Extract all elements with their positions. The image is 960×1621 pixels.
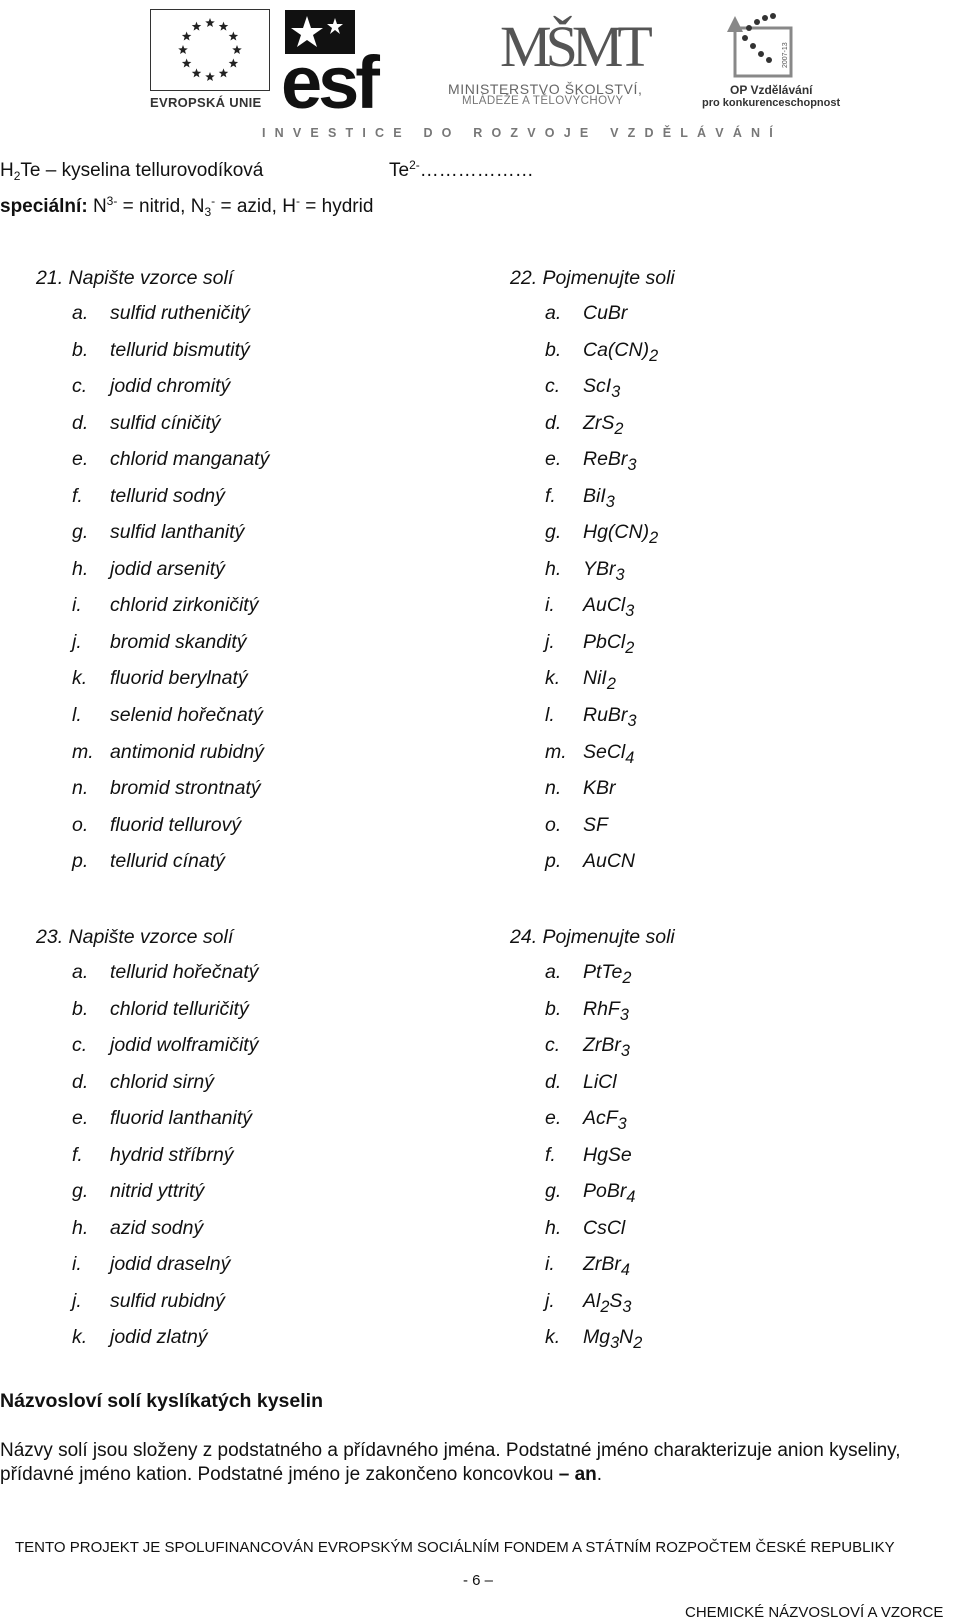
- item-text: sulfid rubidný: [110, 1289, 225, 1312]
- anion-charge: 2-: [409, 158, 420, 172]
- list-item: [545, 1290, 845, 1327]
- list-item: [545, 631, 845, 668]
- exercise-23-list: [72, 961, 452, 1363]
- exercise-24-list: [545, 961, 845, 1363]
- item-formula: AuCl$_3$: [583, 594, 635, 621]
- list-item: [72, 558, 452, 595]
- item-letter: f.: [545, 484, 556, 507]
- msmt-text: MŠMT: [500, 14, 647, 79]
- paragraph-emphasis: – an: [558, 1464, 597, 1485]
- item-letter: c.: [72, 375, 88, 398]
- item-formula: ZrS$_2$: [583, 411, 624, 438]
- anion-symbol: Te: [389, 160, 410, 181]
- special-2-symbol: N: [190, 196, 205, 217]
- item-letter: d.: [72, 411, 89, 434]
- item-letter: b.: [545, 338, 562, 361]
- star-icon: [219, 68, 229, 77]
- item-text: chlorid telluričitý: [110, 997, 249, 1020]
- item-letter: m.: [545, 740, 567, 763]
- item-letter: a.: [545, 302, 562, 324]
- item-letter: e.: [545, 1107, 562, 1130]
- list-item: [72, 412, 452, 449]
- item-letter: k.: [545, 667, 561, 690]
- star-icon: [192, 68, 202, 77]
- item-formula: PoBr$_4$: [583, 1180, 636, 1207]
- item-formula: $Ca(CN)_2$: [583, 338, 659, 365]
- item-letter: e.: [72, 1107, 89, 1130]
- list-item: [545, 777, 845, 814]
- item-formula: HgSe: [583, 1143, 632, 1166]
- item-formula: $Hg(CN)_2$: [583, 521, 659, 548]
- list-item: [545, 521, 845, 558]
- item-formula: ReBr$_3$: [583, 448, 637, 475]
- list-item: [545, 1253, 845, 1290]
- section-paragraph: [0, 1439, 930, 1487]
- item-text: fluorid lanthanitý: [110, 1107, 253, 1130]
- star-icon: [182, 32, 192, 41]
- list-item: [72, 1144, 452, 1181]
- list-item: [72, 1180, 452, 1217]
- star-icon: [219, 22, 229, 31]
- star-icon: [205, 72, 215, 81]
- item-formula: SF: [583, 813, 608, 836]
- list-item: [545, 1144, 845, 1181]
- exercise-22-title: 22. Pojmenujte soli: [510, 267, 675, 289]
- item-letter: j.: [72, 1289, 82, 1312]
- item-text: bromid skanditý: [110, 630, 247, 653]
- item-formula: RhF$_3$: [583, 997, 629, 1024]
- item-text: jodid chromitý: [110, 375, 231, 398]
- item-text: jodid zlatný: [110, 1326, 208, 1349]
- item-letter: k.: [72, 1326, 88, 1349]
- item-formula: YBr$_3$: [583, 557, 625, 584]
- item-formula: PbCl$_2$: [583, 630, 635, 657]
- special-2-charge: -: [211, 194, 216, 208]
- item-letter: h.: [72, 1216, 89, 1239]
- item-letter: k.: [72, 667, 88, 690]
- list-item: [72, 814, 452, 851]
- list-item: [72, 375, 452, 412]
- anion-blank: ………………: [419, 160, 534, 181]
- item-text: azid sodný: [110, 1216, 204, 1239]
- list-item: [72, 448, 452, 485]
- eu-caption: EVROPSKÁ UNIE: [150, 95, 262, 110]
- op-year: 2007-13: [782, 42, 789, 68]
- item-text: chlorid manganatý: [110, 448, 270, 471]
- list-item: [72, 1034, 452, 1071]
- list-item: [545, 1107, 845, 1144]
- acid-formula-sub: 2: [13, 169, 21, 183]
- list-item: [545, 1034, 845, 1071]
- item-text: tellurid sodný: [110, 484, 225, 507]
- list-item: [72, 1107, 452, 1144]
- msmt-caption-1: MINISTERSTVO ŠKOLSTVÍ,: [448, 81, 643, 97]
- item-text: bromid strontnatý: [110, 777, 261, 800]
- item-letter: b.: [545, 997, 562, 1020]
- op-vzdelavani-logo: [727, 10, 799, 80]
- item-text: sulfid lanthanitý: [110, 521, 245, 544]
- list-item: [545, 448, 845, 485]
- list-item: [72, 1326, 452, 1363]
- list-item: [545, 1180, 845, 1217]
- item-text: chlorid zirkoničitý: [110, 594, 259, 617]
- item-formula: AcF$_3$: [583, 1107, 627, 1134]
- special-line: [0, 196, 373, 218]
- special-1-name: = nitrid,: [117, 196, 191, 217]
- item-letter: c.: [545, 1034, 561, 1057]
- special-1-symbol: N: [92, 196, 107, 217]
- acid-formula-prefix: H: [0, 160, 14, 181]
- item-letter: c.: [72, 1034, 88, 1057]
- list-item: [72, 667, 452, 704]
- item-formula: NiI$_2$: [583, 667, 616, 694]
- list-item: [545, 412, 845, 449]
- anion-line: [389, 160, 534, 182]
- star-icon: [178, 45, 188, 54]
- acid-formula-rest: Te – kyselina tellurovodíková: [20, 160, 264, 181]
- special-3-symbol: H: [282, 196, 296, 217]
- esf-text: esf: [281, 41, 376, 124]
- item-letter: o.: [545, 813, 562, 836]
- item-letter: l.: [545, 704, 555, 727]
- item-letter: d.: [72, 1070, 89, 1093]
- item-letter: i.: [72, 594, 82, 617]
- special-3-charge: -: [295, 194, 300, 208]
- item-letter: f.: [72, 1143, 83, 1166]
- item-text: jodid draselný: [110, 1253, 231, 1276]
- eu-flag-logo: [150, 9, 270, 91]
- special-3-name: = hydrid: [299, 196, 374, 217]
- item-letter: d.: [545, 411, 562, 434]
- item-formula: CsCl: [583, 1216, 626, 1239]
- item-letter: a.: [545, 961, 562, 983]
- list-item: [545, 998, 845, 1035]
- item-letter: n.: [72, 777, 89, 800]
- item-text: fluorid tellurový: [110, 813, 242, 836]
- item-formula: ZrBr$_3$: [583, 1034, 630, 1060]
- item-text: tellurid hořečnatý: [110, 961, 259, 983]
- list-item: [545, 667, 845, 704]
- item-letter: g.: [72, 521, 89, 544]
- item-letter: e.: [545, 448, 562, 471]
- item-formula: ScI$_3$: [583, 375, 621, 401]
- exercise-21-title: 21. Napište vzorce solí: [36, 267, 234, 289]
- running-title: CHEMICKÉ NÁZVOSLOVÍ A VZORCE: [685, 1604, 944, 1621]
- star-icon: [192, 22, 202, 31]
- item-text: antimonid rubidný: [110, 740, 264, 763]
- item-letter: f.: [545, 1143, 556, 1166]
- list-item: [545, 302, 845, 339]
- item-letter: j.: [545, 1289, 555, 1312]
- item-formula: $Mg_3N_2$: [583, 1326, 643, 1353]
- item-letter: b.: [72, 997, 89, 1020]
- item-letter: g.: [545, 521, 562, 544]
- list-item: [72, 1071, 452, 1108]
- list-item: [72, 594, 452, 631]
- item-text: sulfid rutheničitý: [110, 302, 250, 324]
- list-item: [545, 558, 845, 595]
- list-item: [72, 961, 452, 998]
- item-formula: $Al_2S_3$: [583, 1289, 632, 1316]
- item-formula: BiI$_3$: [583, 484, 615, 511]
- item-letter: h.: [545, 557, 562, 580]
- item-letter: g.: [72, 1180, 89, 1203]
- list-item: [545, 1071, 845, 1108]
- item-formula: LiCl: [583, 1070, 617, 1093]
- list-item: [72, 631, 452, 668]
- list-item: [545, 485, 845, 522]
- item-letter: i.: [545, 1253, 555, 1276]
- item-text: nitrid yttritý: [110, 1180, 205, 1203]
- list-item: [72, 704, 452, 741]
- star-icon: [182, 59, 192, 68]
- item-letter: c.: [545, 375, 561, 398]
- msmt-logo: [500, 10, 647, 82]
- list-item: [545, 375, 845, 412]
- item-letter: a.: [72, 961, 89, 983]
- eu-stars-icon: [151, 10, 269, 90]
- exercise-24-title: 24. Pojmenujte soli: [510, 926, 675, 948]
- exercise-21-list: [72, 302, 452, 887]
- special-2-sub: 3: [204, 205, 212, 219]
- item-letter: n.: [545, 777, 562, 800]
- section-heading: Názvosloví solí kyslíkatých kyselin: [0, 1390, 323, 1412]
- op-caption-2: pro konkurenceschopnost: [702, 97, 841, 109]
- list-item: [545, 814, 845, 851]
- item-letter: l.: [72, 704, 82, 727]
- star-icon: [205, 18, 215, 27]
- investice-banner: INVESTICE DO ROZVOJE VZDĚLÁVÁNÍ: [262, 126, 782, 140]
- funding-footer: TENTO PROJEKT JE SPOLUFINANCOVÁN EVROPSKÝM SOCIÁLNÍM FONDEM A STÁTNÍM ROZPOČTEM ČESKÉ REPUBLIKY: [15, 1539, 895, 1556]
- item-letter: p.: [545, 850, 562, 873]
- special-2-name: = azid,: [215, 196, 283, 217]
- item-formula: AuCN: [583, 850, 636, 873]
- special-1-charge: 3-: [106, 194, 118, 208]
- item-formula: PtTe$_2$: [583, 961, 632, 987]
- item-letter: m.: [72, 740, 94, 763]
- item-text: jodid arsenitý: [110, 557, 225, 580]
- list-item: [545, 339, 845, 376]
- list-item: [72, 777, 452, 814]
- item-text: jodid wolframičitý: [110, 1034, 259, 1057]
- list-item: [72, 521, 452, 558]
- list-item: [72, 1290, 452, 1327]
- star-icon: [232, 45, 242, 54]
- list-item: [72, 850, 452, 887]
- item-letter: d.: [545, 1070, 562, 1093]
- item-letter: g.: [545, 1180, 562, 1203]
- item-letter: e.: [72, 448, 89, 471]
- exercise-23-title: 23. Napište vzorce solí: [36, 926, 234, 948]
- msmt-caption-2: MLÁDEŽE A TĚLOVÝCHOVY: [462, 95, 624, 107]
- item-letter: i.: [72, 1253, 82, 1276]
- list-item: [72, 998, 452, 1035]
- list-item: [545, 1326, 845, 1363]
- list-item: [545, 1217, 845, 1254]
- item-formula: ZrBr$_4$: [583, 1253, 630, 1280]
- list-item: [72, 741, 452, 778]
- paragraph-text: Názvy solí jsou složeny z podstatného a přídavného jména. Podstatné jméno charakterizuje anion kyseliny, přídavné jméno kation. Podstatné jméno je zakončeno koncovkou: [0, 1440, 901, 1485]
- item-letter: j.: [545, 630, 555, 653]
- item-formula: KBr: [583, 777, 616, 800]
- item-letter: p.: [72, 850, 89, 873]
- list-item: [72, 302, 452, 339]
- item-text: hydrid stříbrný: [110, 1143, 234, 1166]
- page-number: - 6 –: [463, 1572, 494, 1589]
- item-letter: b.: [72, 338, 89, 361]
- item-letter: h.: [72, 557, 89, 580]
- list-item: [545, 850, 845, 887]
- item-text: tellurid cínatý: [110, 850, 225, 873]
- esf-logo: [281, 10, 403, 124]
- item-letter: h.: [545, 1216, 562, 1239]
- item-letter: i.: [545, 594, 555, 617]
- list-item: [545, 741, 845, 778]
- star-icon: [229, 32, 239, 41]
- list-item: [545, 594, 845, 631]
- item-formula: SeCl$_4$: [583, 740, 635, 767]
- item-text: chlorid sirný: [110, 1070, 215, 1093]
- acid-line: [0, 160, 263, 182]
- item-formula: RuBr$_3$: [583, 704, 637, 730]
- special-label: speciální:: [0, 196, 88, 217]
- list-item: [72, 485, 452, 522]
- item-letter: a.: [72, 302, 89, 324]
- list-item: [72, 1217, 452, 1254]
- item-text: fluorid berylnatý: [110, 667, 248, 690]
- item-letter: f.: [72, 484, 83, 507]
- exercise-22-list: [545, 302, 845, 887]
- list-item: [72, 339, 452, 376]
- paragraph-end: .: [596, 1464, 603, 1485]
- item-letter: j.: [72, 630, 82, 653]
- item-text: selenid hořečnatý: [110, 704, 263, 727]
- op-caption-1: OP Vzdělávání: [730, 83, 813, 97]
- list-item: [545, 961, 845, 998]
- item-text: tellurid bismutitý: [110, 338, 250, 361]
- item-letter: o.: [72, 813, 89, 836]
- item-text: sulfid cíničitý: [110, 411, 221, 434]
- item-formula: CuBr: [583, 302, 628, 324]
- star-icon: [229, 59, 239, 68]
- item-letter: k.: [545, 1326, 561, 1349]
- list-item: [545, 704, 845, 741]
- list-item: [72, 1253, 452, 1290]
